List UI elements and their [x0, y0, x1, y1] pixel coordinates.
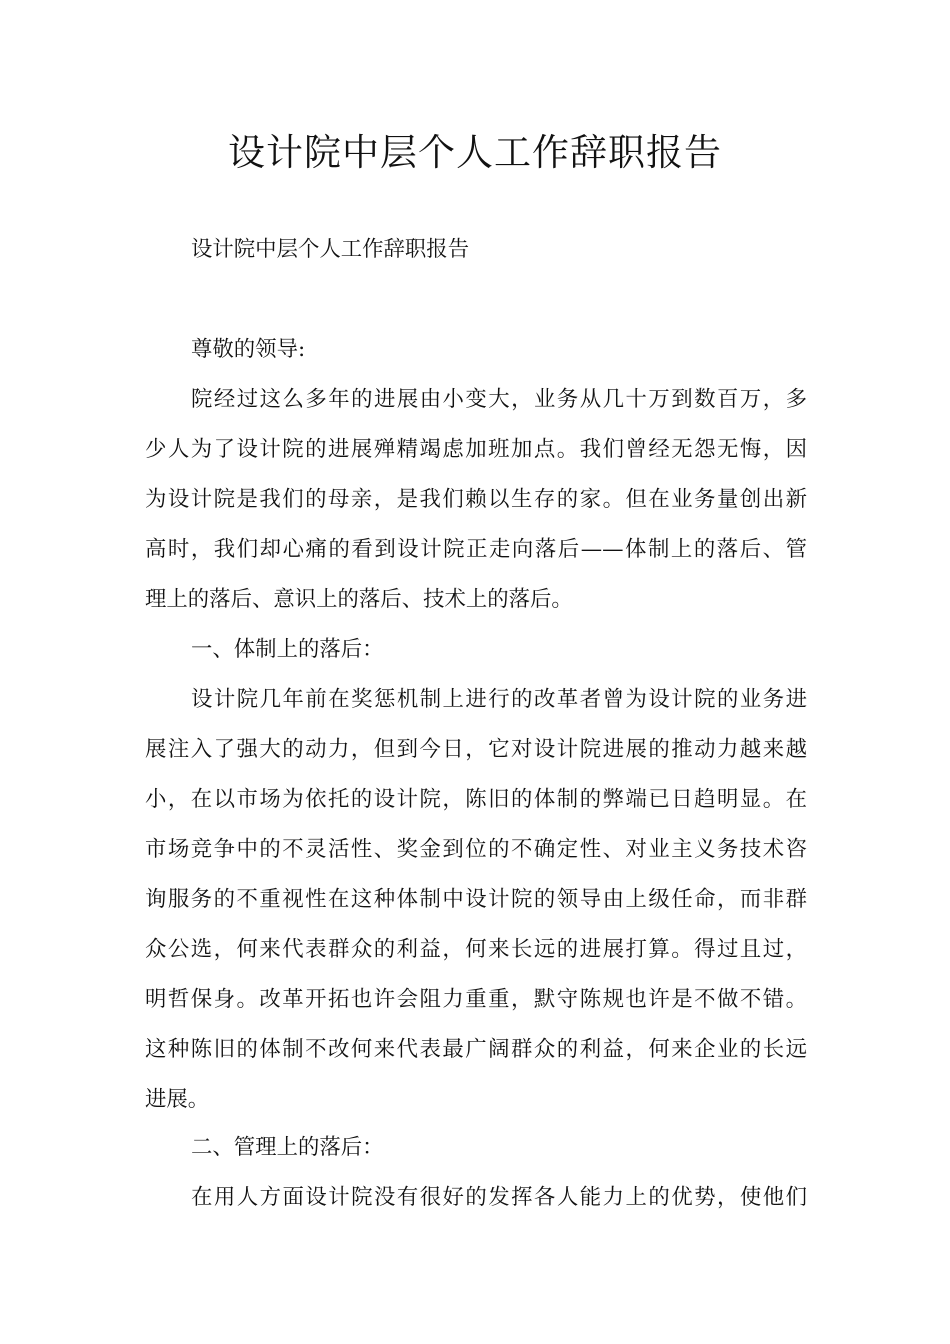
- paragraph-2-line: 进展。: [145, 1087, 210, 1112]
- paragraph-1-line: 少人为了设计院的进展殚精竭虑加班加点。我们曾经无怨无悔，因: [145, 437, 807, 462]
- paragraph-3: [145, 1173, 807, 1223]
- document-title: 设计院中层个人工作辞职报告: [228, 131, 722, 174]
- paragraph-2-line: 设计院几年前在奖惩机制上进行的改革者曾为设计院的业务进: [191, 687, 807, 712]
- paragraph-1: [145, 375, 807, 625]
- paragraph-2: [145, 675, 807, 1125]
- section-heading-1: 一、体制上的落后：: [191, 637, 384, 662]
- section-heading-2: 二、管理上的落后：: [191, 1135, 384, 1160]
- paragraph-1-line: 高时，我们却心痛的看到设计院正走向落后——体制上的落后、管: [145, 537, 807, 562]
- paragraph-1-line: 为设计院是我们的母亲，是我们赖以生存的家。但在业务量创出新: [145, 487, 807, 512]
- paragraph-2-line: 明哲保身。改革开拓也许会阻力重重，默守陈规也许是不做不错。: [145, 987, 807, 1012]
- paragraph-2-line: 小，在以市场为依托的设计院，陈旧的体制的弊端已日趋明显。在: [145, 787, 807, 812]
- paragraph-2-line: 市场竞争中的不灵活性、奖金到位的不确定性、对业主义务技术咨: [145, 837, 807, 862]
- paragraph-2-line: 这种陈旧的体制不改何来代表最广阔群众的利益，何来企业的长远: [145, 1037, 807, 1062]
- paragraph-2-line: 展注入了强大的动力，但到今日，它对设计院进展的推动力越来越: [145, 737, 807, 762]
- paragraph-1-line: 院经过这么多年的进展由小变大，业务从几十万到数百万，多: [191, 387, 807, 412]
- paragraph-2-line: 询服务的不重视性在这种体制中设计院的领导由上级任命，而非群: [145, 887, 807, 912]
- document-subtitle: 设计院中层个人工作辞职报告: [191, 237, 470, 262]
- paragraph-1-line: 理上的落后、意识上的落后、技术上的落后。: [145, 587, 573, 612]
- salutation: 尊敬的领导:: [191, 337, 306, 362]
- paragraph-2-line: 众公选，何来代表群众的利益，何来长远的进展打算。得过且过，: [145, 937, 807, 962]
- paragraph-3-line: 在用人方面设计院没有很好的发挥各人能力上的优势，使他们: [191, 1185, 807, 1210]
